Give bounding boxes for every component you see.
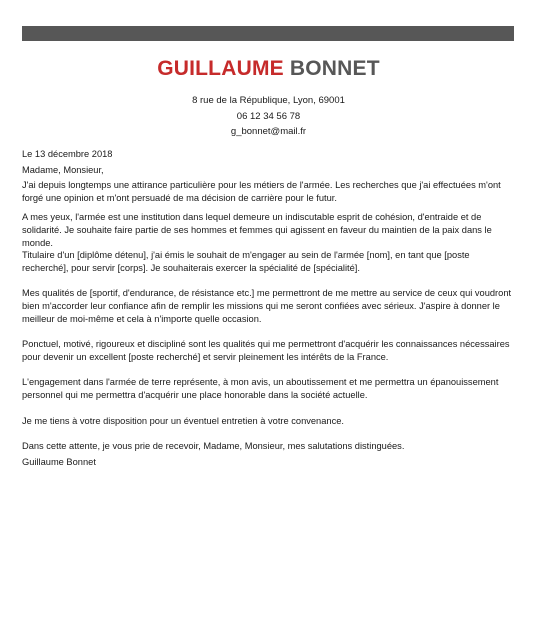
paragraph-1: J'ai depuis longtemps une attirance particulière pour les métiers de l'armée. Les recherches que j'ai effectuées m'ont forgé une opinion et m'ont persuadé de ma décision de carrière pour le futur.: [22, 180, 501, 203]
first-name: GUILLAUME: [157, 57, 284, 80]
header-bar: [22, 26, 514, 41]
signature: Guillaume Bonnet: [22, 456, 96, 467]
applicant-name: [0, 55, 537, 83]
address: 8 rue de la République, Lyon, 69001: [192, 95, 345, 106]
last-name: BONNET: [289, 57, 380, 80]
paragraph-7: Je me tiens à votre disposition pour un éventuel entretien à votre convenance.: [22, 415, 344, 426]
phone: 06 12 34 56 78: [236, 111, 301, 122]
paragraph-8: Dans cette attente, je vous prie de recevoir, Madame, Monsieur, mes salutations distinguées.: [22, 441, 405, 452]
paragraph-6: L'engagement dans l'armée de terre représente, à mon avis, un aboutissement et me permettra un épanouissement personnel qui me permettra d'acquérir une place honorable dans la société actuelle.: [22, 377, 499, 400]
paragraph-5: Ponctuel, motivé, rigoureux et discipliné sont les qualités qui me permettront d'acquérir les connaissances nécessaires pour devenir un excellent [poste recherché] et servir pleinement les intérêts de la France.: [22, 339, 510, 362]
paragraph-4: Mes qualités de [sportif, d'endurance, de résistance etc.] me permettront de me mettre au service de ceux qui voudront bien m'accorder leur confiance afin de remplir les missions qui me seront confiées avec sérieux. J'aspire à donner le meilleur de moi-même et cela à n'importe quelle occasion.: [22, 288, 512, 324]
paragraph-3: Titulaire d'un [diplôme détenu], j'ai émis le souhait de m'engager au sein de l'armée [nom], en tant que [poste recherché], pour servir [corps]. Je souhaiterais exercer la spécialité de [spécialité].: [22, 250, 470, 273]
salutation: Madame, Monsieur,: [22, 164, 104, 175]
email: g_bonnet@mail.fr: [230, 126, 307, 137]
letter-date: Le 13 décembre 2018: [22, 149, 113, 159]
paragraph-2: A mes yeux, l'armée est une institution dans lequel demeure un indiscutable esprit de cohésion, d'entraide et de solidarité. Je souhaite faire partie de ses hommes et femmes qui agissent en faveur du maintien de la paix dans le monde.: [22, 212, 492, 248]
letter-body: [22, 148, 514, 468]
